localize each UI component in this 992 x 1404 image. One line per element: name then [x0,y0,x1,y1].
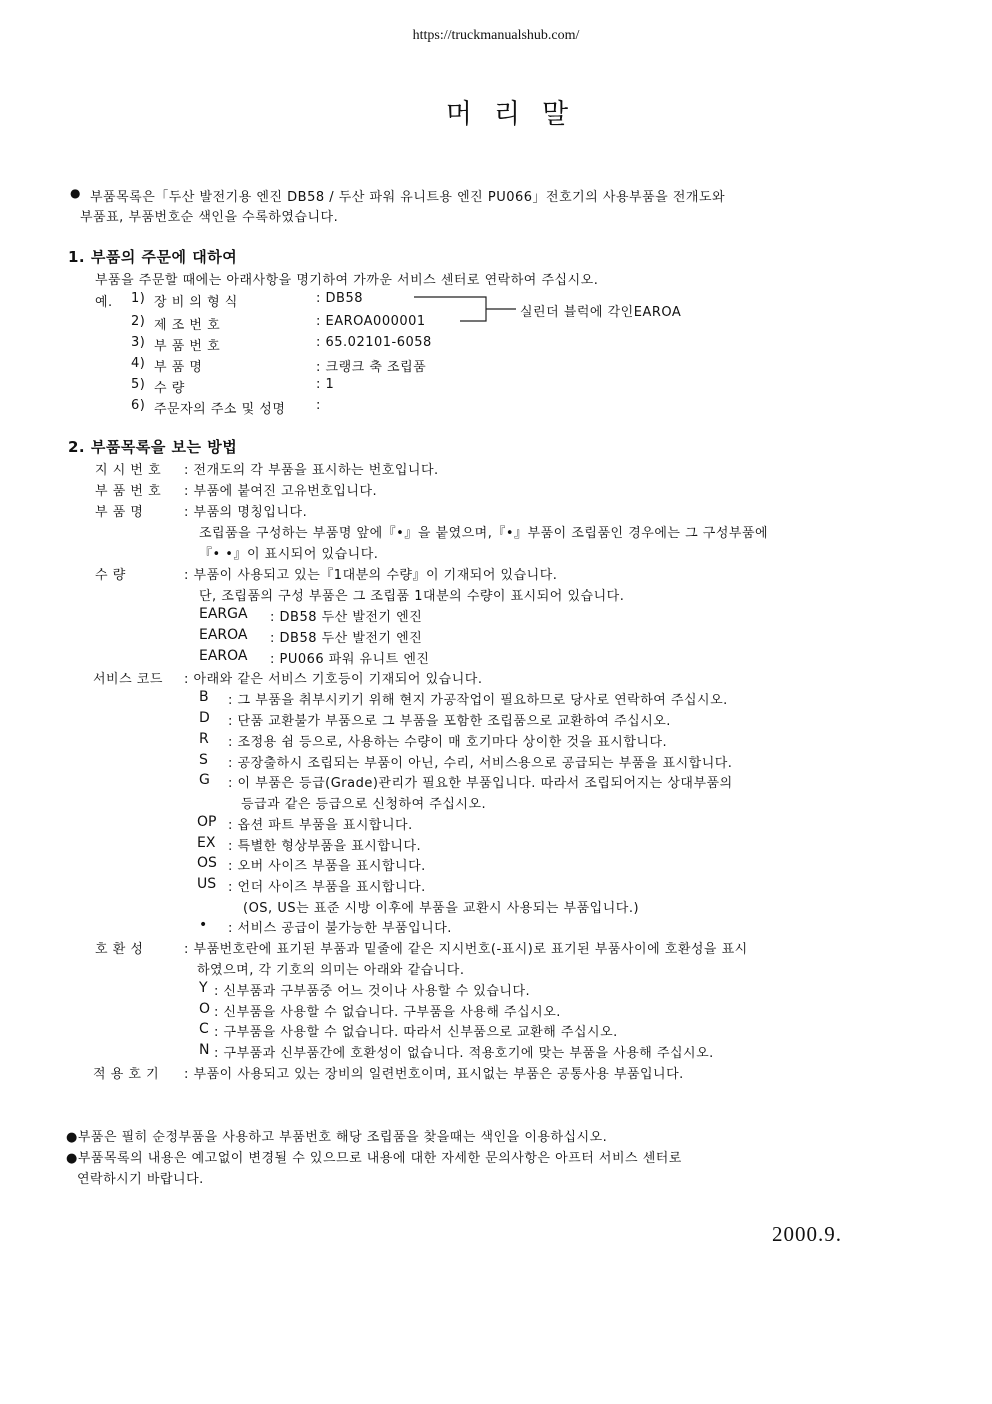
order-item-label: 제 조 번 호 [154,318,221,333]
order-item-value: : [316,398,321,413]
part-name-label: 부 품 명 [95,505,144,520]
grade-cont: 등급과 같은 등급으로 신청하여 주십시오. [241,797,487,812]
applicable-unit-text: : 부품이 사용되고 있는 장비의 일련번호이며, 표시없는 부품은 공통사용 부품입니다. [184,1067,684,1082]
compat-code: Y [199,980,208,996]
order-item-value: : 1 [316,377,335,392]
engine-text: : DB58 두산 발전기 엔진 [270,610,423,625]
order-item-num: 2) [131,314,146,329]
page-title: 머리말 [445,99,591,130]
unavailable-dot-code: • [199,917,208,933]
example-prefix: 예. [95,295,113,310]
compat-code: O [199,1001,211,1017]
order-item-value: : EAROA000001 [316,314,426,329]
publication-date: 2000.9. [772,1222,842,1246]
footer-note-2-cont: 연락하시기 바랍니다. [77,1172,204,1187]
ref-number-text: : 전개도의 각 부품을 표시하는 번호입니다. [184,463,439,478]
service-code-desc: : 그 부품을 취부시키기 위해 현지 가공작업이 필요하므로 당사로 연락하여 주십시오. [228,693,728,708]
order-item-value: : 크랭크 축 조립품 [316,360,427,375]
size-code: OP [197,814,217,830]
compat-code-desc: : 구부품과 신부품간에 호환성이 없습니다. 적용호기에 맞는 부품을 사용해 주십시오. [214,1046,714,1061]
service-code-desc: : 이 부품은 등급(Grade)관리가 필요한 부품입니다. 따라서 조립되어지는 상대부품의 [228,776,733,791]
service-code: S [199,752,208,768]
part-name-cont-1: 조립품을 구성하는 부품명 앞에『•』을 붙였으며,『•』부품이 조립품인 경우에는 그 구성부품에 [199,526,769,541]
order-item-num: 4) [131,356,146,371]
engine-code: EAROA [199,627,248,643]
ref-number-label: 지 시 번 호 [95,463,162,478]
order-item-label: 부 품 번 호 [154,339,221,354]
part-number-text: : 부품에 붙여진 고유번호입니다. [184,484,378,499]
service-code: B [199,689,209,705]
quantity-label: 수 량 [95,568,126,583]
intro-line-2: 부품표, 부품번호순 색인을 수록하였습니다. [80,210,339,225]
compat-code: C [199,1021,209,1037]
section-2-heading: 2. 부품목록을 보는 방법 [68,438,238,456]
service-code-text: : 아래와 같은 서비스 기호등이 기재되어 있습니다. [184,672,483,687]
unavailable-dot-desc: : 서비스 공급이 불가능한 부품입니다. [228,921,452,936]
compat-code-desc: : 신부품을 사용할 수 없습니다. 구부품을 사용해 주십시오. [214,1005,561,1020]
service-code-desc: : 공장출하시 조립되는 부품이 아닌, 수리, 서비스용으로 공급되는 부품을 표시합니다. [228,756,733,771]
source-url[interactable]: https://truckmanualshub.com/ [412,28,580,43]
compat-text: : 부품번호란에 표기된 부품과 밑줄에 같은 지시번호(-표시)로 표기된 부품사이에 호환성을 표시 [184,942,748,957]
part-number-label: 부 품 번 호 [95,484,162,499]
service-code: R [199,731,209,747]
section-1-heading: 1. 부품의 주문에 대하여 [68,248,238,266]
intro-bullet: ● [70,186,81,200]
service-code-desc: : 조정용 쉼 등으로, 사용하는 수량이 매 호기마다 상이한 것을 표시합니다. [228,735,668,750]
section-1-description: 부품을 주문할 때에는 아래사항을 명기하여 가까운 서비스 센터로 연락하여 주십시오. [95,273,599,288]
service-code: G [199,772,210,788]
engine-code: EAROA [199,648,248,664]
part-name-cont-2: 『• •』이 표시되어 있습니다. [199,547,379,562]
bracket-connector [408,290,518,330]
size-code: US [197,876,217,892]
order-item-value: : 65.02101-6058 [316,335,432,350]
applicable-unit-label: 적 용 호 기 [93,1067,160,1082]
size-code-desc: : 오버 사이즈 부품을 표시합니다. [228,859,426,874]
compat-code-desc: : 신부품과 구부품중 어느 것이나 사용할 수 있습니다. [214,984,531,999]
order-item-label: 부 품 명 [154,360,203,375]
order-item-label: 장 비 의 형 식 [154,295,238,310]
order-item-num: 1) [131,291,146,306]
engine-text: : DB58 두산 발전기 엔진 [270,631,423,646]
compat-code: N [199,1042,210,1058]
size-code-desc: : 특별한 형상부품을 표시합니다. [228,839,422,854]
service-code: D [199,710,210,726]
compat-code-desc: : 구부품을 사용할 수 없습니다. 따라서 신부품으로 교환해 주십시오. [214,1025,618,1040]
order-item-value: : DB58 [316,291,363,306]
size-code-desc: : 옵션 파트 부품을 표시합니다. [228,818,413,833]
size-code: EX [197,835,216,851]
footer-note-1: ●부품은 필히 순정부품을 사용하고 부품번호 해당 조립품을 찾을때는 색인을 이용하십시오. [66,1130,608,1145]
compat-cont: 하였으며, 각 기호의 의미는 아래와 같습니다. [197,963,465,978]
quantity-cont: 단, 조립품의 구성 부품은 그 조립품 1대분의 수량이 표시되어 있습니다. [199,589,625,604]
size-code-note: (OS, US는 표준 시방 이후에 부품을 교환시 사용되는 부품입니다.) [243,901,640,916]
part-name-text: : 부품의 명칭입니다. [184,505,308,520]
engine-text: : PU066 파워 유니트 엔진 [270,652,430,667]
order-item-num: 3) [131,335,146,350]
engraving-note: 실린더 블럭에 각인EAROA [520,305,682,320]
compat-label: 호 환 성 [95,942,144,957]
engine-code: EARGA [199,606,248,622]
order-item-label: 주문자의 주소 및 성명 [154,402,286,417]
size-code-desc: : 언더 사이즈 부품을 표시합니다. [228,880,426,895]
size-code: OS [197,855,217,871]
service-code-desc: : 단품 교환불가 부품으로 그 부품을 포함한 조립품으로 교환하여 주십시오. [228,714,671,729]
order-item-num: 6) [131,398,146,413]
quantity-text: : 부품이 사용되고 있는『1대분의 수량』이 기재되어 있습니다. [184,568,558,583]
order-item-label: 수 량 [154,381,185,396]
footer-note-2: ●부품목록의 내용은 예고없이 변경될 수 있으므로 내용에 대한 자세한 문의사항은 아프터 서비스 센터로 [66,1151,682,1166]
order-item-num: 5) [131,377,146,392]
intro-line-1: 부품목록은「두산 발전기용 엔진 DB58 / 두산 파워 유니트용 엔진 PU066」전호기의 사용부품을 전개도와 [90,190,726,205]
service-code-label: 서비스 코드 [93,672,163,687]
